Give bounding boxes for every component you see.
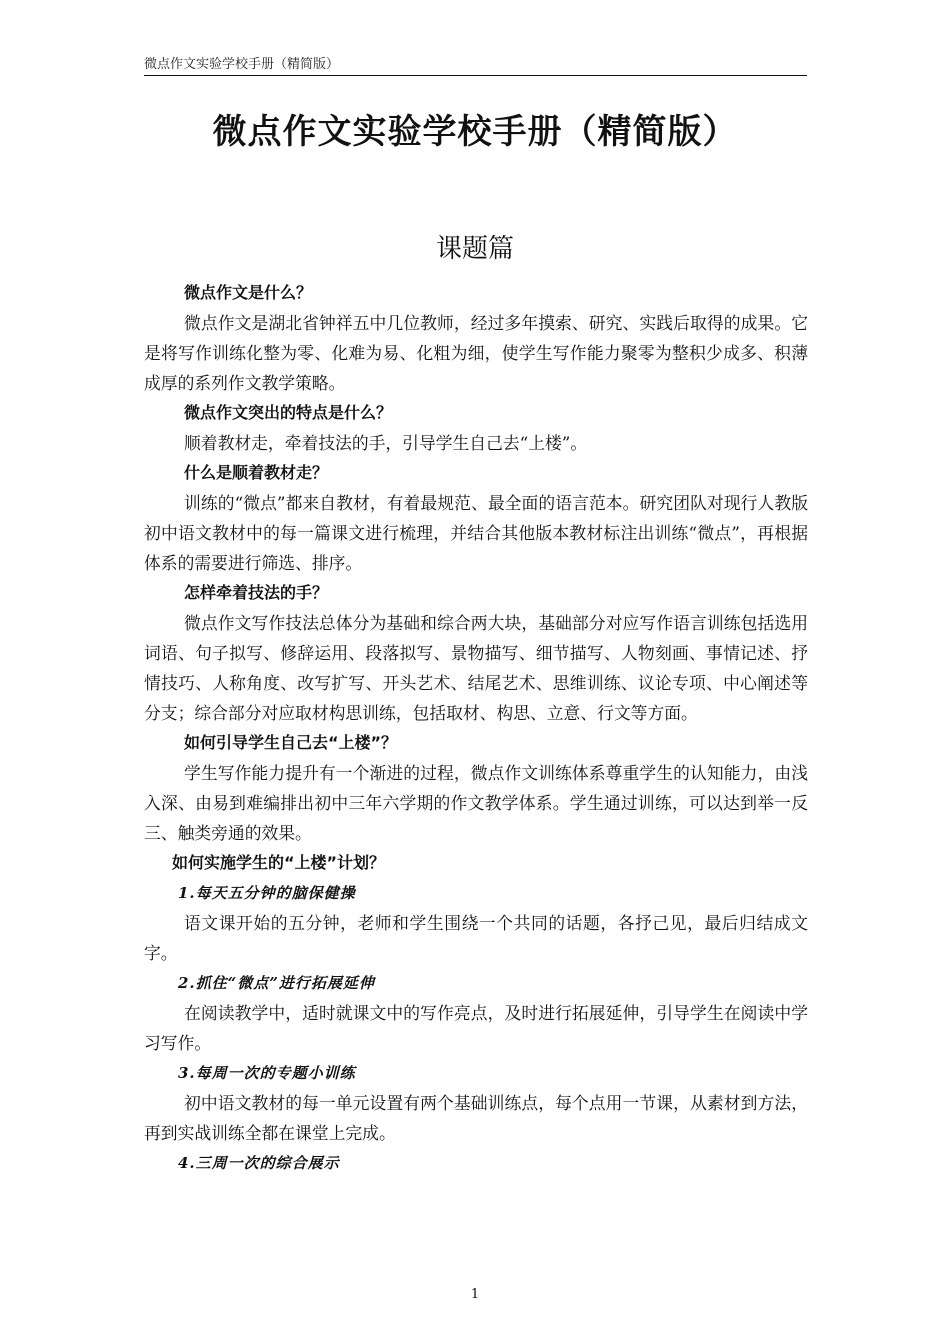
section-title: 课题篇 — [435, 234, 514, 264]
plan-item-text: 初中语文教材的每一单元设置有两个基础训练点，每个点用一节课，从素材到方法，再到实战训练全都在课堂上完成。 — [144, 1093, 808, 1143]
answer-paragraph: 学生写作能力提升有一个渐进的过程，微点作文训练体系尊重学生的认知能力，由浅入深、由易到难编排出初中三年六学期的作文教学体系。学生通过训练，可以达到举一反三、触类旁通的效果。 — [144, 763, 808, 843]
running-header: 微点作文实验学校手册（精简版） — [144, 57, 807, 76]
plan-heading: 如何实施学生的“上楼”计划？ — [172, 853, 386, 872]
answer-paragraph: 微点作文是湖北省钟祥五中几位教师，经过多年摸索、研究、实践后取得的成果。它是将写作训练化整为零、化难为易、化粗为细，使学生写作能力聚零为整积少成多、积薄成厚的系列作文教学策略。 — [144, 313, 808, 393]
document-title: 微点作文实验学校手册（精简版） — [212, 112, 738, 152]
plan-item-text: 语文课开始的五分钟，老师和学生围绕一个共同的话题，各抒己见，最后归结成文字。 — [144, 913, 808, 963]
page-number: 1 — [470, 1287, 480, 1302]
answer-paragraph: 顺着教材走，牵着技法的手，引导学生自己去“上楼”。 — [184, 433, 588, 453]
question-heading: 如何引导学生自己去“上楼”？ — [184, 733, 398, 752]
answer-paragraph: 微点作文写作技法总体分为基础和综合两大块，基础部分对应写作语言训练包括选用词语、句子拟写、修辞运用、段落拟写、景物描写、细节描写、人物刻画、事情记述、抒情技巧、人称角度、改写扩写、开头艺术、结尾艺术、思维训练、议论专项、中心阐述等分支；综合部分对应取材构思训练，包括取材、构思、立意、行文等方面。 — [144, 613, 808, 723]
plan-item-title: 1.每天五分钟的脑保健操 — [178, 884, 356, 902]
question-heading: 怎样牵着技法的手？ — [184, 583, 329, 602]
question-heading: 什么是顺着教材走？ — [184, 463, 329, 482]
plan-item-title: 2.抓住“微点”进行拓展延伸 — [178, 974, 375, 992]
document-body — [144, 278, 808, 1178]
plan-item-title: 3.每周一次的专题小训练 — [178, 1064, 356, 1082]
plan-item-text: 在阅读教学中，适时就课文中的写作亮点，及时进行拓展延伸，引导学生在阅读中学习写作。 — [144, 1003, 808, 1053]
question-heading: 微点作文是什么？ — [184, 283, 313, 302]
question-heading: 微点作文突出的特点是什么？ — [184, 403, 393, 422]
answer-paragraph: 训练的“微点”都来自教材，有着最规范、最全面的语言范本。研究团队对现行人教版初中语文教材中的每一篇课文进行梳理，并结合其他版本教材标注出训练“微点”，再根据体系的需要进行筛选、排序。 — [144, 493, 808, 573]
plan-item-title: 4.三周一次的综合展示 — [178, 1154, 340, 1172]
